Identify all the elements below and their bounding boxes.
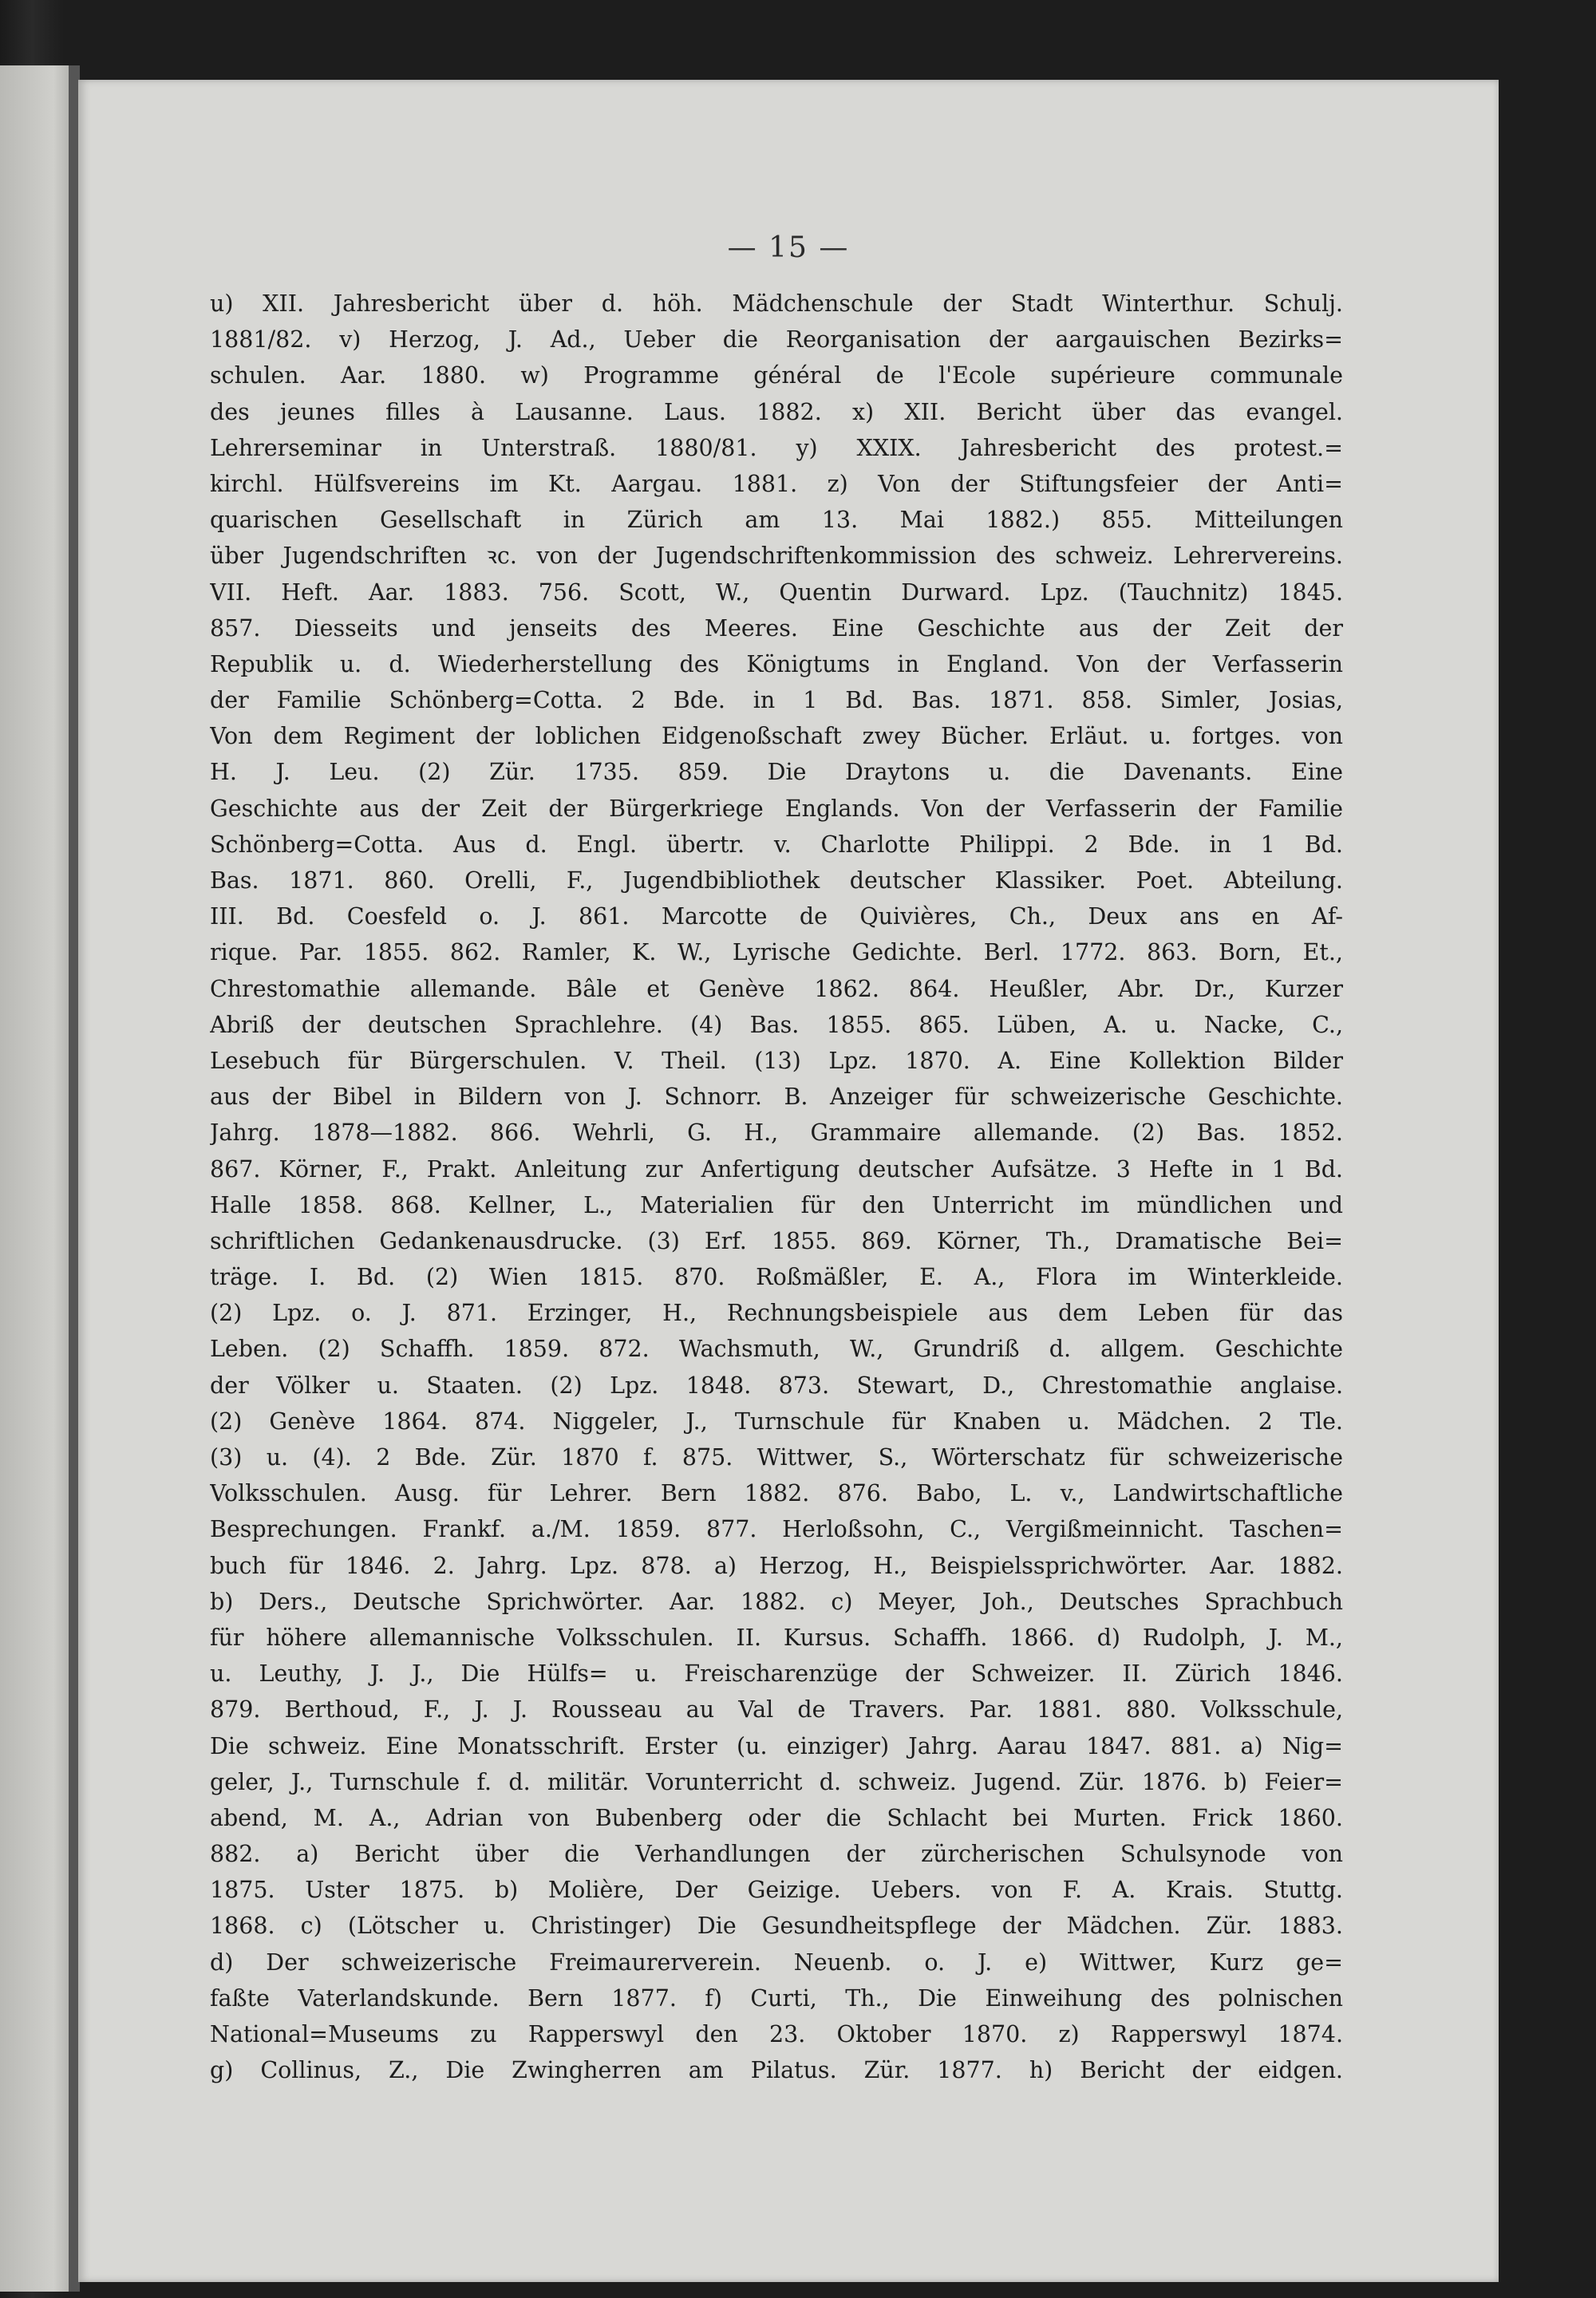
text-line: Lesebuch für Bürgerschulen. V. Theil. (13) Lpz. 1870. A. Eine Kollektion Bilder — [210, 1047, 1343, 1074]
text-line: u) XII. Jahresbericht über d. höh. Mädchenschule der Stadt Winterthur. Schulj. — [210, 290, 1343, 317]
text-line: des jeunes filles à Lausanne. Laus. 1882. x) XII. Bericht über das evangel. — [210, 398, 1343, 425]
text-line: für höhere allemannische Volksschulen. II. Kursus. Schaffh. 1866. d) Rudolph, J. M., — [210, 1624, 1343, 1651]
text-line: g) Collinus, Z., Die Zwingherren am Pilatus. Zür. 1877. h) Bericht der eidgen. — [210, 2057, 1343, 2084]
text-line: kirchl. Hülfsvereins im Kt. Aargau. 1881. z) Von der Stiftungsfeier der Anti= — [210, 470, 1343, 497]
text-line: 1868. c) (Lötscher u. Christinger) Die Gesundheitspflege der Mädchen. Zür. 1883. — [210, 1913, 1343, 1940]
text-line: Lehrerseminar in Unterstraß. 1880/81. y) XXIX. Jahresbericht des protest.= — [210, 434, 1343, 461]
text-line: 1881/82. v) Herzog, J. Ad., Ueber die Reorganisation der aargauischen Bezirks= — [210, 326, 1343, 353]
page-body-text — [210, 286, 1343, 2088]
text-line: 882. a) Bericht über die Verhandlungen der zürcherischen Schulsynode von — [210, 1841, 1343, 1868]
text-line: der Familie Schönberg=Cotta. 2 Bde. in 1 Bd. Bas. 1871. 858. Simler, Josias, — [210, 687, 1343, 714]
text-line: Chrestomathie allemande. Bâle et Genève 1862. 864. Heußler, Abr. Dr., Kurzer — [210, 975, 1343, 1002]
page-number: — 15 — — [727, 231, 850, 264]
text-line: Volksschulen. Ausg. für Lehrer. Bern 1882. 876. Babo, L. v., Landwirtschaftliche — [210, 1480, 1343, 1507]
text-line: buch für 1846. 2. Jahrg. Lpz. 878. a) Herzog, H., Beispielssprichwörter. Aar. 1882. — [210, 1552, 1343, 1579]
text-line: National=Museums zu Rapperswyl den 23. Oktober 1870. z) Rapperswyl 1874. — [210, 2021, 1343, 2047]
text-line: Die schweiz. Eine Monatsschrift. Erster (u. einziger) Jahrg. Aarau 1847. 881. a) Nig= — [210, 1732, 1343, 1759]
text-line: träge. I. Bd. (2) Wien 1815. 870. Roßmäßler, E. A., Flora im Winterkleide. — [210, 1264, 1343, 1291]
text-line: schriftlichen Gedankenausdrucke. (3) Erf. 1855. 869. Körner, Th., Dramatische Bei= — [210, 1227, 1343, 1254]
text-line: (3) u. (4). 2 Bde. Zür. 1870 f. 875. Wittwer, S., Wörterschatz für schweizerische — [210, 1444, 1343, 1471]
text-line: über Jugendschriften ꝛc. von der Jugendschriftenkommission des schweiz. Lehrervereins. — [210, 543, 1343, 570]
text-line: (2) Lpz. o. J. 871. Erzinger, H., Rechnungsbeispiele aus dem Leben für das — [210, 1300, 1343, 1327]
text-line: u. Leuthy, J. J., Die Hülfs= u. Freischarenzüge der Schweizer. II. Zürich 1846. — [210, 1660, 1343, 1688]
text-line: aus der Bibel in Bildern von J. Schnorr. B. Anzeiger für schweizerische Geschichte. — [210, 1084, 1343, 1111]
text-line: d) Der schweizerische Freimaurerverein. Neuenb. o. J. e) Wittwer, Kurz ge= — [210, 1949, 1343, 1976]
text-line: (2) Genève 1864. 874. Niggeler, J., Turnschule für Knaben u. Mädchen. 2 Tle. — [210, 1408, 1343, 1435]
text-line: b) Ders., Deutsche Sprichwörter. Aar. 1882. c) Meyer, Joh., Deutsches Sprachbuch — [210, 1588, 1343, 1615]
text-line: faßte Vaterlandskunde. Bern 1877. f) Curti, Th., Die Einweihung des polnischen — [210, 1984, 1343, 2012]
text-line: VII. Heft. Aar. 1883. 756. Scott, W., Quentin Durward. Lpz. (Tauchnitz) 1845. — [210, 578, 1343, 606]
text-line: quarischen Gesellschaft in Zürich am 13. Mai 1882.) 855. Mitteilungen — [210, 507, 1343, 534]
text-line: Schönberg=Cotta. Aus d. Engl. übertr. v. Charlotte Philippi. 2 Bde. in 1 Bd. — [210, 831, 1343, 858]
text-line: 857. Diesseits und jenseits des Meeres. Eine Geschichte aus der Zeit der — [210, 614, 1343, 642]
text-line: 879. Berthoud, F., J. J. Rousseau au Val de Travers. Par. 1881. 880. Volksschule, — [210, 1696, 1343, 1724]
text-line: Republik u. d. Wiederherstellung des Königtums in England. Von der Verfasserin — [210, 650, 1343, 677]
text-line: Abriß der deutschen Sprachlehre. (4) Bas. 1855. 865. Lüben, A. u. Nacke, C., — [210, 1011, 1343, 1038]
text-line: rique. Par. 1855. 862. Ramler, K. W., Lyrische Gedichte. Berl. 1772. 863. Born, Et., — [210, 939, 1343, 966]
text-line: Bas. 1871. 860. Orelli, F., Jugendbibliothek deutscher Klassiker. Poet. Abteilung. — [210, 867, 1343, 894]
text-line: Halle 1858. 868. Kellner, L., Materialien für den Unterricht im mündlichen und — [210, 1191, 1343, 1218]
text-line: abend, M. A., Adrian von Bubenberg oder die Schlacht bei Murten. Frick 1860. — [210, 1804, 1343, 1831]
text-line: 1875. Uster 1875. b) Molière, Der Geizige. Uebers. von F. A. Krais. Stuttg. — [210, 1877, 1343, 1904]
text-line: 867. Körner, F., Prakt. Anleitung zur Anfertigung deutscher Aufsätze. 3 Hefte in 1 Bd. — [210, 1155, 1343, 1183]
text-line: Leben. (2) Schaffh. 1859. 872. Wachsmuth, W., Grundriß d. allgem. Geschichte — [210, 1336, 1343, 1363]
text-line: Von dem Regiment der loblichen Eidgenoßschaft zwey Bücher. Erläut. u. fortges. von — [210, 723, 1343, 750]
previous-page-edge — [0, 65, 77, 2292]
text-line: geler, J., Turnschule f. d. militär. Vorunterricht d. schweiz. Jugend. Zür. 1876. b) Feier= — [210, 1768, 1343, 1795]
book-page — [78, 80, 1499, 2282]
text-line: Jahrg. 1878—1882. 866. Wehrli, G. H., Grammaire allemande. (2) Bas. 1852. — [210, 1119, 1343, 1147]
text-line: Besprechungen. Frankf. a./M. 1859. 877. Herloßsohn, C., Vergißmeinnicht. Taschen= — [210, 1516, 1343, 1543]
text-line: schulen. Aar. 1880. w) Programme général de l'Ecole supérieure communale — [210, 362, 1343, 389]
text-line: Geschichte aus der Zeit der Bürgerkriege Englands. Von der Verfasserin der Familie — [210, 795, 1343, 822]
text-line: H. J. Leu. (2) Zür. 1735. 859. Die Draytons u. die Davenants. Eine — [210, 759, 1343, 786]
text-line: III. Bd. Coesfeld o. J. 861. Marcotte de Quivières, Ch., Deux ans en Af- — [210, 903, 1343, 930]
text-line: der Völker u. Staaten. (2) Lpz. 1848. 873. Stewart, D., Chrestomathie anglaise. — [210, 1372, 1343, 1399]
